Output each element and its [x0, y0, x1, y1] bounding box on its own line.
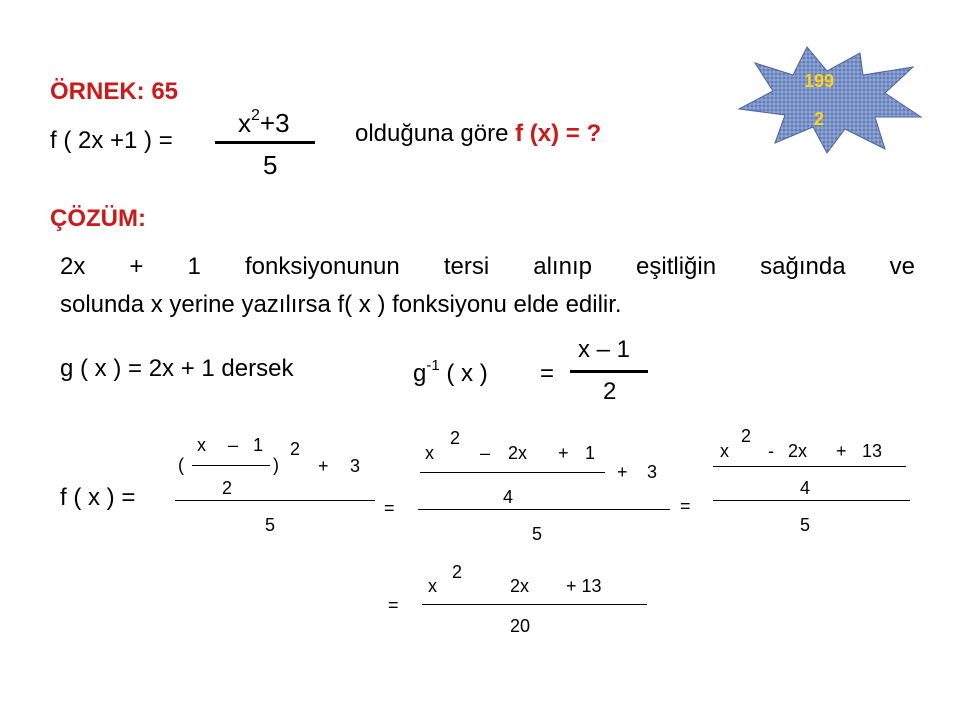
- numerator-rest: +3: [259, 108, 290, 138]
- g-definition: g ( x ) = 2x + 1 dersek: [60, 355, 294, 382]
- g-inverse-equals: =: [540, 360, 555, 387]
- numerator-exponent: 2: [251, 107, 260, 124]
- numerator-base: x: [238, 108, 251, 138]
- step4-square: 2: [452, 562, 463, 582]
- step3-four: 4: [800, 478, 811, 498]
- step4-bar: [422, 604, 647, 605]
- g-inverse-exponent: -1: [426, 357, 440, 374]
- step2-square: 2: [450, 428, 461, 448]
- step2-plus3: +: [617, 462, 628, 482]
- equals-2: =: [680, 496, 691, 516]
- g-inverse-label: [413, 357, 488, 388]
- step2-main-bar: [418, 509, 670, 510]
- problem-lhs: f ( 2x +1 ) =: [50, 127, 173, 154]
- g-inverse-numerator: x – 1: [578, 336, 631, 363]
- step1-minus: –: [228, 435, 239, 455]
- step1-main-bar: [175, 500, 375, 501]
- badge-line1: 199: [803, 71, 835, 91]
- step3-inner-bar: [713, 466, 906, 467]
- step4-x: x: [428, 576, 437, 596]
- problem-fraction-bar: [215, 141, 315, 144]
- step4-plus13: + 13: [566, 576, 602, 596]
- step2-five: 5: [532, 524, 543, 544]
- year-badge: [735, 45, 925, 155]
- step3-square: 2: [741, 426, 752, 446]
- problem-numerator: [238, 108, 290, 139]
- badge-line2: 2: [813, 109, 825, 129]
- step1-five: 5: [265, 515, 276, 535]
- step2-four: 4: [503, 487, 514, 507]
- step1-inner-bar: [192, 465, 270, 466]
- step2-inner-bar: [420, 472, 605, 473]
- g-inverse-base: g: [413, 360, 427, 387]
- step3-plus: +: [836, 441, 847, 461]
- step2-plus: +: [558, 443, 569, 463]
- example-title: ÖRNEK: 65: [50, 78, 179, 105]
- question-emphasis: f (x) = ?: [515, 120, 602, 147]
- step3-minus: -: [768, 441, 774, 461]
- step3-main-bar: [713, 500, 910, 501]
- step1-two: 2: [222, 478, 233, 498]
- step3-five: 5: [800, 515, 811, 535]
- step1-three: 3: [350, 456, 361, 476]
- paragraph-line-2: solunda x yerine yazılırsa f( x ) fonksiyonu elde edilir.: [60, 291, 622, 318]
- step1-square: 2: [290, 439, 301, 459]
- step1-open-paren: (: [178, 455, 184, 475]
- equals-3: =: [388, 595, 399, 615]
- step2-2x: 2x: [508, 443, 528, 463]
- problem-question: [355, 120, 601, 148]
- step1-plus: +: [318, 456, 329, 476]
- f-label: f ( x ) =: [60, 484, 136, 511]
- equals-1: =: [384, 498, 395, 518]
- step2-three: 3: [647, 462, 658, 482]
- starburst-shape: [739, 47, 921, 153]
- question-prefix: olduğuna göre: [355, 120, 516, 147]
- step3-2x: 2x: [788, 441, 808, 461]
- g-inverse-fraction-bar: [570, 370, 648, 373]
- solution-title: ÇÖZÜM:: [50, 205, 146, 232]
- g-inverse-denominator: 2: [603, 378, 617, 405]
- step1-x: x: [197, 435, 206, 455]
- step1-one: 1: [253, 435, 264, 455]
- g-inverse-arg: ( x ): [439, 360, 488, 387]
- problem-denominator: 5: [263, 150, 278, 180]
- paragraph-line-1: 2x + 1 fonksiyonunun tersi alınıp eşitliğin sağında ve: [60, 253, 915, 280]
- step2-one: 1: [585, 443, 596, 463]
- step2-minus: –: [480, 443, 491, 463]
- step3-x: x: [720, 441, 729, 461]
- step2-x: x: [425, 443, 434, 463]
- step4-2x: 2x: [510, 576, 530, 596]
- step3-thirteen: 13: [862, 441, 883, 461]
- step1-close-paren: ): [273, 455, 279, 475]
- step4-twenty: 20: [510, 616, 531, 636]
- solution-paragraph: [60, 248, 915, 324]
